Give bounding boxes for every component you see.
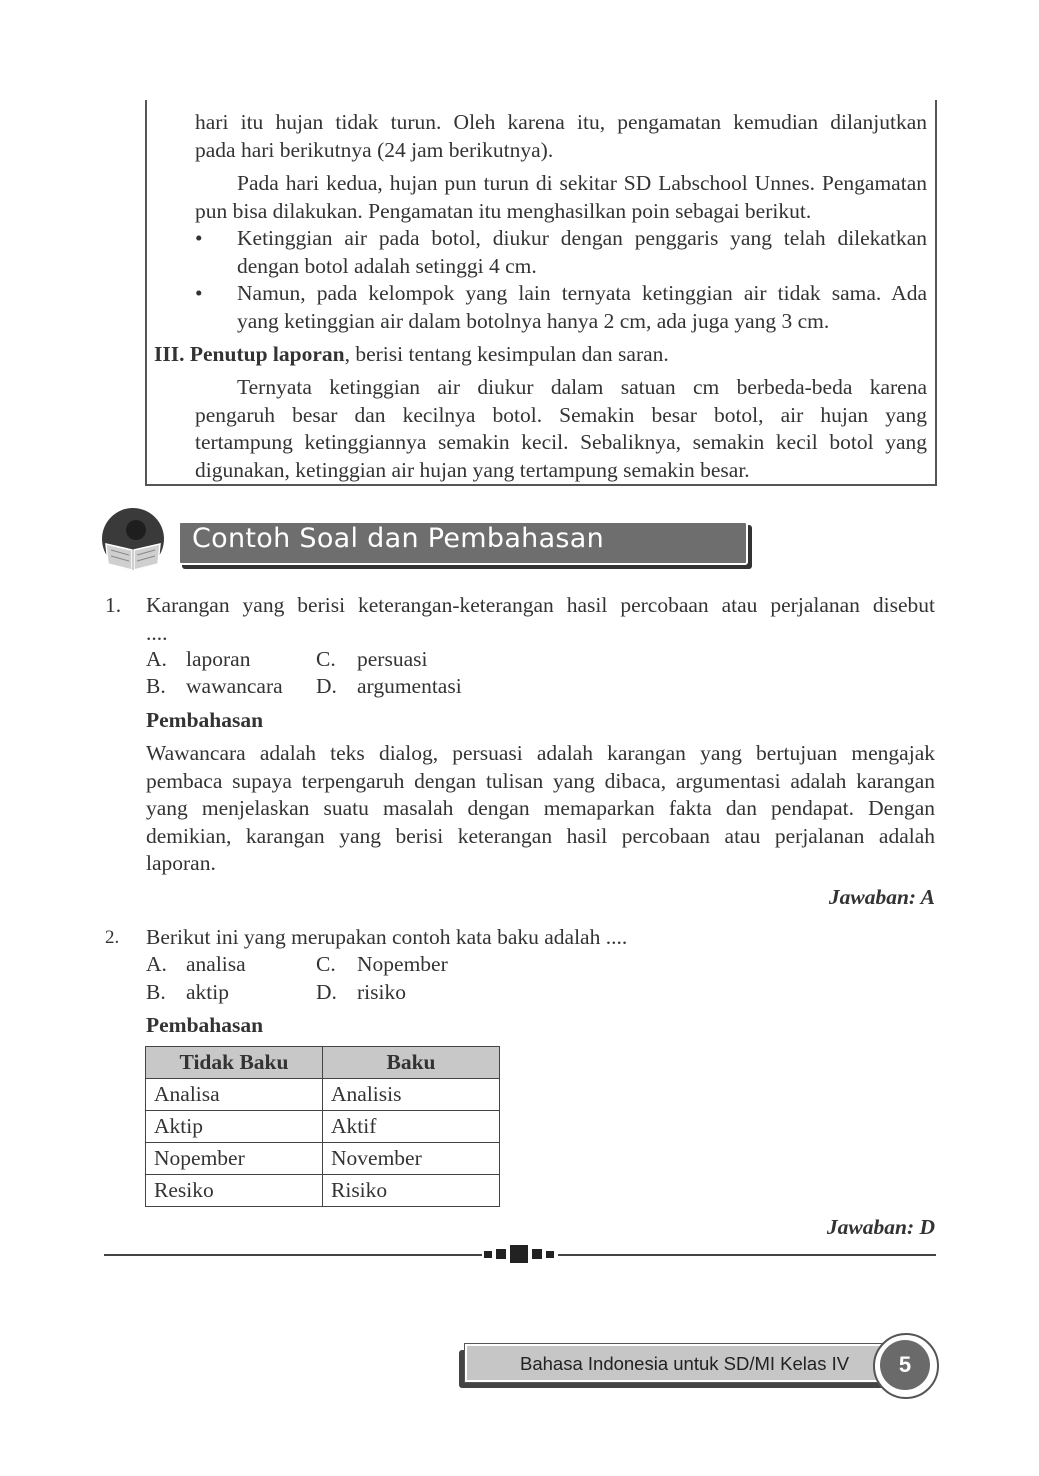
- q2-number: 2.: [105, 927, 120, 948]
- q1-option-d: [316, 673, 462, 701]
- ornament-square: [532, 1249, 542, 1259]
- q2-option-d: [316, 979, 406, 1007]
- report-line: Ketinggian air pada botol, diukur dengan penggaris yang telah dilekatkan: [237, 226, 927, 250]
- table-cell: Risiko: [323, 1175, 500, 1207]
- option-text: risiko: [357, 980, 406, 1004]
- discussion-line: Wawancara adalah teks dialog, persuasi adalah karangan yang bertujuan mengajak: [146, 741, 935, 765]
- report-line: pada hari berikutnya (24 jam berikutnya).: [195, 137, 554, 162]
- q1-discussion: [146, 740, 935, 878]
- ornament-square: [546, 1251, 554, 1258]
- option-letter: A.: [146, 647, 167, 671]
- report-line: hari itu hujan tidak turun. Oleh karena itu, pengamatan kemudian dilanjutkan: [195, 110, 927, 134]
- bullet-item-1: [237, 225, 927, 280]
- divider-ornament-icon: [482, 1244, 558, 1264]
- report-line: yang ketinggian air dalam botolnya hanya 2 cm, ada juga yang 3 cm.: [237, 308, 830, 333]
- table-cell: Nopember: [146, 1143, 323, 1175]
- ornament-square: [496, 1249, 506, 1259]
- option-text: analisa: [186, 952, 246, 976]
- section-header: [102, 508, 662, 572]
- option-letter: B.: [146, 980, 166, 1004]
- table-cell: Resiko: [146, 1175, 323, 1207]
- section-title: Contoh Soal dan Pembahasan: [192, 523, 605, 554]
- report-paragraph-2: [195, 170, 927, 225]
- table-cell: Analisa: [146, 1079, 323, 1111]
- section-3-number: III.: [154, 342, 185, 366]
- option-letter: B.: [146, 674, 166, 698]
- report-line: Pada hari kedua, hujan pun turun di sekitar SD Labschool Unnes. Pengamatan: [237, 171, 927, 195]
- q1-text-line: ....: [146, 620, 168, 645]
- baku-table: [145, 1046, 500, 1207]
- report-line: pun bisa dilakukan. Pengamatan itu menghasilkan poin sebagai berikut.: [195, 198, 812, 223]
- footer-book-title: Bahasa Indonesia untuk SD/MI Kelas IV: [520, 1353, 850, 1374]
- q1-option-c: [316, 646, 428, 674]
- section-3-description: , berisi tentang kesimpulan dan saran.: [344, 342, 669, 366]
- q2-option-a: [146, 951, 246, 979]
- table-header-row: [146, 1047, 500, 1079]
- option-letter: D.: [316, 674, 337, 698]
- q1-discussion-heading: Pembahasan: [146, 708, 264, 732]
- option-text: laporan: [186, 647, 251, 671]
- table-cell: Analisis: [323, 1079, 500, 1111]
- discussion-line: laporan.: [146, 851, 216, 875]
- report-line: dengan botol adalah setinggi 4 cm.: [237, 253, 537, 278]
- bullet-icon: •: [195, 226, 203, 250]
- table-row: [146, 1079, 500, 1111]
- discussion-line: yang menjelaskan suatu masalah dengan memaparkan fakta dan pendapat. Dengan: [146, 796, 935, 820]
- q1-option-a: [146, 646, 251, 674]
- option-text: argumentasi: [357, 674, 462, 698]
- option-letter: C.: [316, 952, 336, 976]
- q1-answer: Jawaban: A: [828, 885, 935, 909]
- table-row: [146, 1111, 500, 1143]
- discussion-line: demikian, karangan yang berisi keterangan hasil percobaan atau perjalanan adalah: [146, 823, 935, 848]
- q1-option-b: [146, 673, 283, 701]
- report-paragraph-1: [195, 109, 927, 164]
- reader-book-icon-svg: [102, 508, 164, 570]
- option-letter: D.: [316, 980, 337, 1004]
- page-number: 5: [880, 1340, 930, 1390]
- table-header-cell: Baku: [323, 1047, 500, 1079]
- q2-question: Berikut ini yang merupakan contoh kata baku adalah ....: [146, 925, 628, 949]
- report-paragraph-3: [195, 374, 927, 484]
- discussion-line: pembaca supaya terpengaruh dengan tulisan yang dibaca, argumentasi adalah karangan: [146, 768, 935, 793]
- table-cell: Aktif: [323, 1111, 500, 1143]
- section-3-heading: [154, 341, 669, 369]
- report-line: pengaruh besar dan kecilnya botol. Semakin besar botol, air hujan yang: [195, 402, 927, 427]
- table-cell: November: [323, 1143, 500, 1175]
- q1-text-line: Karangan yang berisi keterangan-keterangan hasil percobaan atau perjalanan disebut: [146, 593, 935, 617]
- option-text: aktip: [186, 980, 229, 1004]
- q2-option-b: [146, 979, 229, 1007]
- table-header-cell: Tidak Baku: [146, 1047, 323, 1079]
- table-row: [146, 1175, 500, 1207]
- q1-question: [146, 592, 935, 647]
- q2-answer: Jawaban: D: [826, 1215, 935, 1239]
- report-line: tertampung ketinggiannya semakin kecil. Sebaliknya, semakin kecil botol yang: [195, 430, 927, 454]
- q2-option-c: [316, 951, 448, 979]
- option-text: wawancara: [186, 674, 283, 698]
- section-3-title: Penutup laporan: [189, 342, 345, 366]
- report-line: Ternyata ketinggian air diukur dalam satuan cm berbeda-beda karena: [237, 375, 927, 399]
- option-letter: C.: [316, 647, 336, 671]
- report-line: Namun, pada kelompok yang lain ternyata ketinggian air tidak sama. Ada: [237, 281, 927, 305]
- reader-book-icon: [102, 508, 164, 570]
- report-line: digunakan, ketinggian air hujan yang tertampung semakin besar.: [195, 457, 750, 482]
- table-cell: Aktip: [146, 1111, 323, 1143]
- bullet-item-2: [237, 280, 927, 335]
- ornament-square: [510, 1245, 528, 1263]
- table-row: [146, 1143, 500, 1175]
- option-letter: A.: [146, 952, 167, 976]
- bullet-icon: •: [195, 281, 203, 305]
- q1-number: 1.: [105, 593, 122, 617]
- q2-discussion-heading: Pembahasan: [146, 1013, 264, 1037]
- option-text: Nopember: [357, 952, 448, 976]
- ornament-square: [484, 1251, 492, 1258]
- option-text: persuasi: [357, 647, 428, 671]
